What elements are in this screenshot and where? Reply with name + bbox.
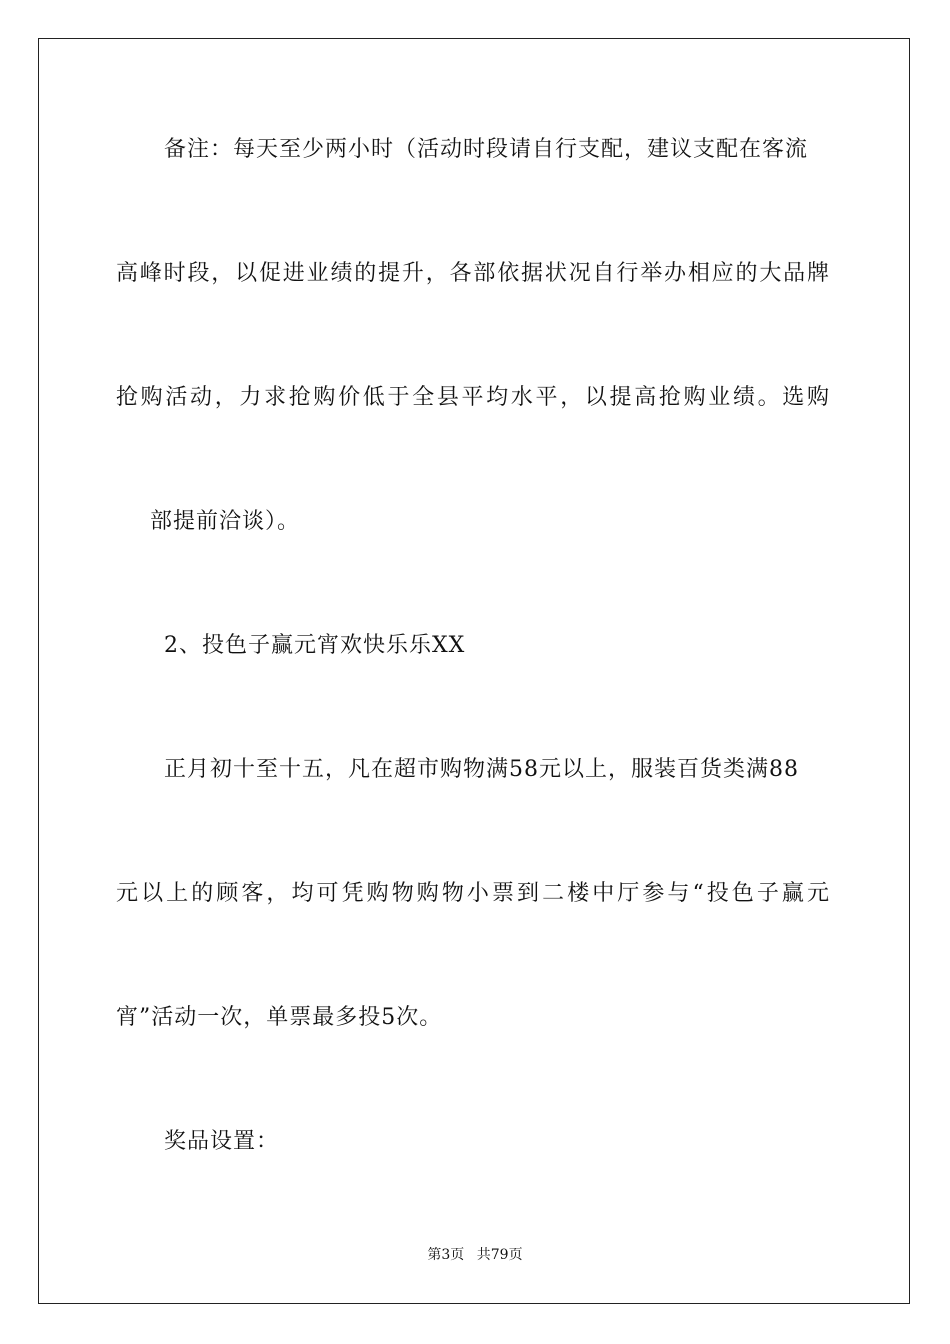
total-pages: 共79页 [476, 1247, 523, 1263]
paragraph-2-line-1: 正月初十至十五，凡在超市购物满58元以上，服装百货类满88 [164, 757, 799, 782]
paragraph-2-line-2: 元以上的顾客，均可凭购物购物小票到二楼中厅参与“投色子赢元 [116, 881, 830, 906]
page-border [38, 38, 910, 1304]
section-heading-2: 2、投色子赢元宵欢快乐乐XX [164, 633, 466, 658]
paragraph-2-line-3: 宵”活动一次，单票最多投5次。 [116, 1005, 443, 1030]
page-number: 第3页 [427, 1247, 465, 1263]
prizes-heading: 奖品设置： [164, 1129, 280, 1154]
note-line-3: 抢购活动，力求抢购价低于全县平均水平，以提高抢购业绩。选购 [116, 385, 830, 410]
page-footer [0, 1246, 950, 1264]
note-line-4: 部提前洽谈）。 [150, 509, 301, 534]
note-line-1: 备注：每天至少两小时（活动时段请自行支配，建议支配在客流 [164, 137, 809, 162]
note-line-2: 高峰时段，以促进业绩的提升，各部依据状况自行举办相应的大品牌 [116, 261, 830, 286]
